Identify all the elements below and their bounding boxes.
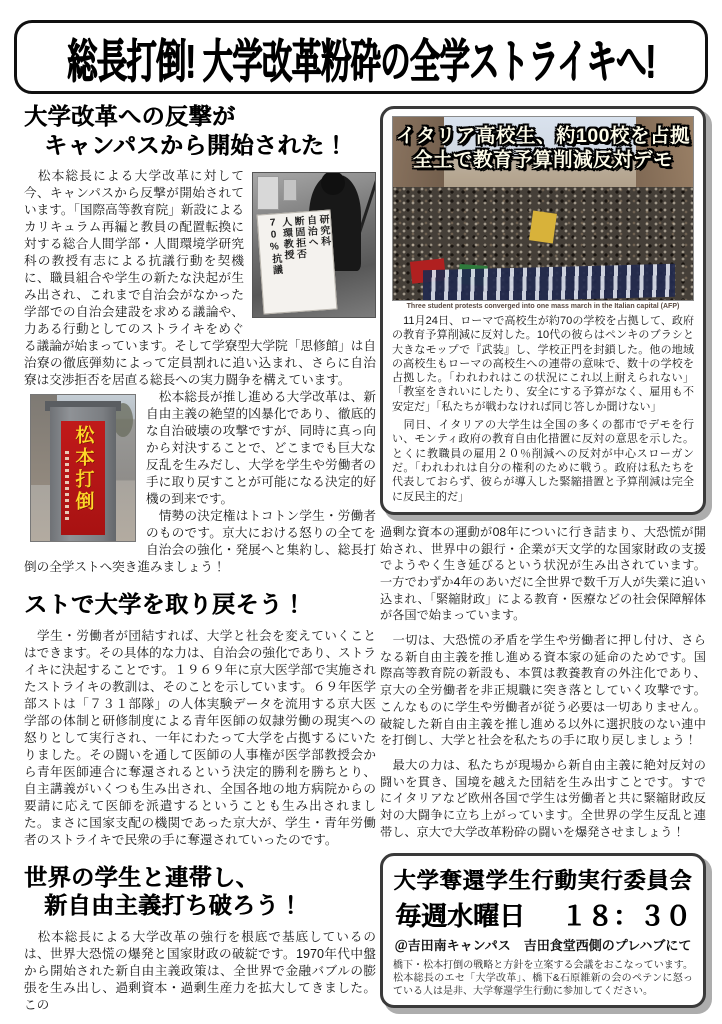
- photo-headline-line2: 全土で教育予算削減反対デモ: [412, 149, 673, 172]
- italy-demo-photo: [392, 116, 694, 301]
- section2-para1: 学生・労働者が団結すれば、大学と社会を変えていくことはできます。その具体的な力は、自治会の強化であり、ストライキに決起することです。１９６９年に京大医学部で実施されたストライキの教訓は、そのことを示しています。６９年医学部ストは「７３１部隊」の人体実験データを流用する京大医学部の体制と研修制度による青年医師の奴隷労働の現実への怒りとして実行され、一年にわたって大学を占拠するにいたりました。その闘いを通して医師の人事権が医学部教授会から青年医師連合に奪還されるという決定的勝利を勝ちとり、自主講義がいくつも生み出され、全国各地の地方病院からの要請に応えて医師を派遣するということも生み出されました。まさに国家支配の機関であった京大が、学生・青年労働者のストライキで民衆の手に奪還されていったのです。: [24, 628, 376, 847]
- photo-striped-banner: [423, 264, 675, 301]
- section3-para1: 松本総長による大学改革の強行を根底で基底しているのは、世界大恐慌の爆発と国家財政の破綻です。1970年代中盤から開始された新自由主義政策は、全世界で金融バブルの膨張を生み出し、過剰資本・過剰生産力を拡大してきました。この: [24, 929, 376, 1012]
- section3-heading: [24, 863, 376, 920]
- italy-news-box: [380, 106, 706, 515]
- section2-heading: [24, 590, 376, 619]
- section1-para1: 松本総長による大学改革に対して今、キャンパスから反撃が開始されています。「国際高等教育院」新設によるカリキュラム再編と教員の配置転換に対する総合人間学部・人間環境学研究科の教授有志による抗議行動を契機に、職員組合や学生の新たな決起が生み出され、これまで自治会がなかった学部での自治会建設を求める議論や、力ある行動としてのストライキをめぐる議論が始まっています。そして学寮型大学院「思修館」は自治寮の徹底弾劾によって定員割れに追い込まれ、さらに自治寮は交渉拒否を居直る総長への実力闘争を構えています。: [24, 169, 376, 388]
- meeting-info-box: [380, 853, 706, 1009]
- section2-heading-line: ストで大学を取り戻そう！: [24, 591, 306, 618]
- photo-poster-shape: [283, 179, 297, 201]
- photo-headline-overlay: [393, 124, 693, 173]
- placard-line: 断固拒否: [291, 215, 306, 261]
- photo-person-head: [321, 172, 345, 195]
- photo-yellow-sign: [529, 211, 557, 244]
- section1-para3: 情勢の決定権はトコトン学生・労働者のものです。京大における怒りの全てを自治会の強化・発展へと集約し、総長打倒の全学ストへ突き進みましょう！: [24, 509, 376, 575]
- section1-heading-line2: キャンパスから開始された！: [44, 131, 348, 158]
- placard-line: 自治へ: [304, 214, 318, 249]
- photo-poster-shape: [257, 176, 279, 210]
- right-para2: 一切は、大恐慌の矛盾を学生や労働者に押し付け、さらなる新自由主義を推し進める資本家の延命のためです。国際高等教育院の新設も、本質は教養教育の外注化であり、京大の全労働者を非正規職に突き落としていく攻撃です。こんなものに学生や労働者が従う必要は一切ありません。破綻した新自由主義を推し進める以外に選択肢のない連中を打倒し、大学と社会を私たちの手に取り戻しましょう！: [380, 633, 706, 748]
- banner-small-text-shape: [65, 451, 69, 521]
- photo-placard: [257, 210, 338, 315]
- meeting-day: 毎週水曜日: [394, 900, 525, 931]
- meeting-schedule: [393, 896, 693, 933]
- section1-para2: 松本総長が推し進める大学改革は、新自由主義の絶望的凶暴化であり、徹底的な自治破壊の攻撃ですが、同時に真っ向から対決することで、どこまでも巨大な反乱を生みだし、大学を学生や労働者の手に取り戻すことが可能になる決定的好機の到来です。: [146, 390, 376, 507]
- meeting-note: 橋下・松本打倒の戦略と方針を立案する会議をおこなっています。松本総長のエセ「大学改革」、橋下&石原維新の会のペテンに怒っている人は是非、大学奪還学生行動に参加してください。: [393, 959, 693, 997]
- left-column: [24, 102, 376, 1014]
- photo-headline-line1: イタリア高校生、約100校を占拠: [395, 125, 691, 147]
- header-title: 総長打倒! 大学改革粉砕の全学ストライキへ!: [67, 35, 655, 87]
- header-banner: [14, 20, 708, 94]
- section1-body: [24, 168, 376, 576]
- news-para2: 同日、イタリアの大学生は全国の多くの都市でデモを行い、モンティ政府の教育自由化措置に反対の意思を示した。とくに教職員の雇用２０％削減への反対が中心スローガンだ。「われわれは自分の権利のために戦う。政府は私たちを代表しておらず、彼らが導入した緊縮措置と予算削減は完全に反民主的だ」: [392, 419, 694, 503]
- section1-heading-line1: 大学改革への反撃が: [24, 103, 236, 129]
- right-para3: 最大の力は、私たちが現場から新自由主義に絶対反対の闘いを貫き、国境を越えた団結を生み出すことです。すでにイタリアなど欧州各国で学生は労働者と共に緊縮財政反対の大闘争に立ち上がっています。全世界の学生反乱と連帯し、京大で大学改革粉砕の闘いを爆発させましょう！: [380, 758, 706, 839]
- protest-photo: [252, 172, 376, 318]
- right-para1: 過剰な資本の運動が08年についに行き詰まり、大恐慌が開始され、世界中の銀行・企業が天文学的な国家財政の支援でようやく生き延びるという状況が生み出されています。一方でわずか4年のあいだに全世界で数千万人が失業に追い込まれ、「緊縮財政」による教育・医療などの社会保障解体が各国で始まっています。: [380, 524, 706, 623]
- right-column: [380, 106, 706, 1008]
- banner-vertical-text: 松本打倒: [72, 425, 94, 514]
- meeting-time: １８：３０: [561, 900, 692, 931]
- section3-heading-line2: 新自由主義打ち破ろう！: [44, 892, 303, 919]
- news-para1: 11月24日、ローマで高校生が約70の学校を占拠して、政府の教育予算削減に反対した。10代の彼らはペンキのブラシと大きなモップで『武装』し、学校正門を封鎖した。他の地域の高校生もローマの高校生への連帯の意味で、数十の学校を占拠した。「われわれはこの状況にこれ以上耐えられない」「教室をきれいにしたり、安全にする予算がなく、雇用も不安定だ」「私たちが戦わなければ同じ答しか聞けない」: [392, 315, 694, 413]
- placard-line: 研究科: [316, 213, 331, 248]
- meeting-title: 大学奪還学生行動実行委員会: [393, 867, 693, 893]
- matsumoto-banner-photo: [30, 394, 136, 542]
- section1-heading: [24, 102, 376, 159]
- placard-line: 70%抗議: [266, 217, 282, 276]
- section3-heading-line1: 世界の学生と連帯し、: [24, 863, 259, 890]
- placard-line: 人環教授: [279, 216, 294, 262]
- photo-caption: Three student protests converged into one mass march in the Italian capital (AFP): [406, 303, 680, 310]
- red-vertical-banner: [61, 421, 105, 535]
- meeting-location: ＠吉田南キャンパス 吉田食堂西側のプレハブにて: [394, 937, 692, 953]
